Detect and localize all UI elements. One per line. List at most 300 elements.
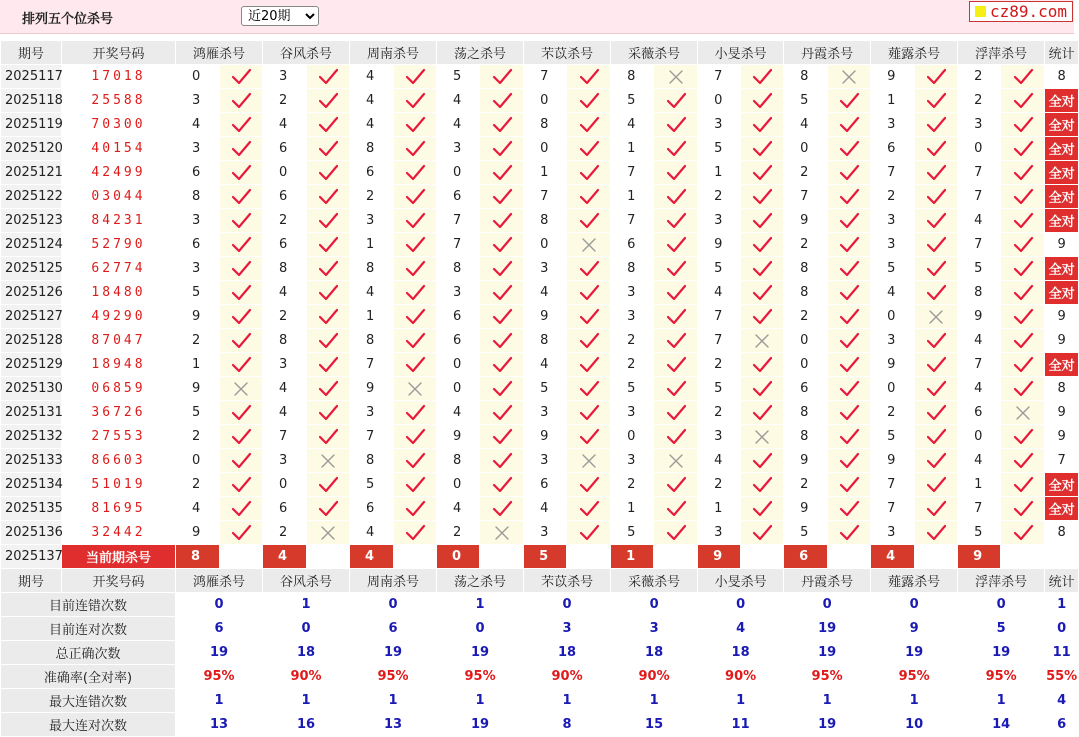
check-icon bbox=[751, 356, 773, 374]
check-icon bbox=[925, 188, 947, 206]
kill-number-cell: 5 bbox=[958, 257, 1001, 281]
table-row bbox=[1, 305, 1079, 329]
result-mark-cell bbox=[394, 281, 437, 305]
result-mark-cell bbox=[741, 257, 784, 281]
kill-number-cell: 4 bbox=[698, 449, 741, 473]
result-mark-cell bbox=[828, 281, 871, 305]
period-cell: 2025120 bbox=[1, 137, 62, 161]
summary-value: 95% bbox=[437, 665, 524, 689]
check-icon bbox=[665, 428, 687, 446]
table-row bbox=[1, 401, 1079, 425]
kill-number-cell: 4 bbox=[437, 497, 480, 521]
summary-value: 18 bbox=[611, 641, 698, 665]
current-blank-cell bbox=[1001, 545, 1045, 569]
kill-number-cell: 4 bbox=[698, 281, 741, 305]
result-mark-cell bbox=[915, 185, 958, 209]
kill-number-cell: 8 bbox=[958, 281, 1001, 305]
kill-number-cell: 5 bbox=[524, 377, 567, 401]
check-icon bbox=[317, 68, 339, 86]
check-icon bbox=[838, 92, 860, 110]
kill-number-cell: 3 bbox=[263, 449, 307, 473]
result-mark-cell bbox=[741, 329, 784, 353]
summary-value: 19 bbox=[784, 641, 871, 665]
check-icon bbox=[404, 92, 426, 110]
result-mark-cell bbox=[394, 161, 437, 185]
result-mark-cell bbox=[915, 401, 958, 425]
check-icon bbox=[317, 428, 339, 446]
check-icon bbox=[230, 260, 252, 278]
kill-number-cell: 8 bbox=[784, 281, 828, 305]
result-mark-cell bbox=[567, 137, 611, 161]
check-icon bbox=[665, 524, 687, 542]
stat-cell: 9 bbox=[1045, 233, 1079, 257]
summary-value: 19 bbox=[784, 617, 871, 641]
result-mark-cell bbox=[654, 113, 698, 137]
summary-value: 0 bbox=[263, 617, 350, 641]
winning-number-cell: 18948 bbox=[62, 353, 176, 377]
check-icon bbox=[751, 140, 773, 158]
kill-number-cell: 9 bbox=[784, 449, 828, 473]
kill-number-cell: 4 bbox=[176, 497, 220, 521]
summary-value: 95% bbox=[871, 665, 958, 689]
kill-number-cell: 0 bbox=[784, 353, 828, 377]
stat-cell: 全对 bbox=[1045, 185, 1079, 209]
kill-number-cell: 2 bbox=[350, 185, 394, 209]
check-icon bbox=[751, 116, 773, 134]
stat-cell: 全对 bbox=[1045, 113, 1079, 137]
summary-value: 90% bbox=[263, 665, 350, 689]
kill-number-cell: 3 bbox=[524, 257, 567, 281]
stat-header: 统计 bbox=[1045, 569, 1079, 593]
check-icon bbox=[1012, 284, 1034, 302]
result-mark-cell bbox=[480, 353, 524, 377]
check-icon bbox=[491, 356, 513, 374]
kill-number-cell: 5 bbox=[437, 65, 480, 89]
check-icon bbox=[404, 356, 426, 374]
stat-cell: 8 bbox=[1045, 521, 1079, 545]
check-icon bbox=[317, 236, 339, 254]
check-icon bbox=[578, 212, 600, 230]
kill-number-cell: 7 bbox=[698, 305, 741, 329]
kill-number-cell: 2 bbox=[784, 305, 828, 329]
period-header: 期号 bbox=[1, 41, 62, 65]
result-mark-cell bbox=[828, 137, 871, 161]
result-mark-cell bbox=[480, 89, 524, 113]
kill-number-cell: 4 bbox=[263, 377, 307, 401]
check-icon bbox=[751, 92, 773, 110]
result-mark-cell bbox=[394, 233, 437, 257]
result-mark-cell bbox=[307, 425, 350, 449]
result-mark-cell bbox=[654, 137, 698, 161]
summary-value: 4 bbox=[698, 617, 784, 641]
result-mark-cell bbox=[828, 113, 871, 137]
check-icon bbox=[838, 380, 860, 398]
kill-number-cell: 7 bbox=[350, 353, 394, 377]
current-kill-number: 9 bbox=[698, 545, 741, 569]
check-icon bbox=[230, 164, 252, 182]
table-row bbox=[1, 137, 1079, 161]
check-icon bbox=[317, 332, 339, 350]
check-icon bbox=[925, 500, 947, 518]
kill-number-cell: 5 bbox=[784, 521, 828, 545]
kill-number-cell: 1 bbox=[176, 353, 220, 377]
kill-number-cell: 7 bbox=[263, 425, 307, 449]
check-icon bbox=[751, 476, 773, 494]
kill-number-cell: 8 bbox=[784, 65, 828, 89]
check-icon bbox=[491, 476, 513, 494]
kill-number-cell: 3 bbox=[437, 137, 480, 161]
result-mark-cell bbox=[1001, 305, 1045, 329]
result-mark-cell bbox=[1001, 497, 1045, 521]
check-icon bbox=[751, 308, 773, 326]
check-icon bbox=[578, 500, 600, 518]
check-icon bbox=[317, 140, 339, 158]
kill-number-cell: 6 bbox=[263, 137, 307, 161]
stat-cell: 7 bbox=[1045, 449, 1079, 473]
period-cell: 2025126 bbox=[1, 281, 62, 305]
kill-number-cell: 0 bbox=[524, 137, 567, 161]
check-icon bbox=[838, 116, 860, 134]
check-icon bbox=[1012, 116, 1034, 134]
check-icon bbox=[578, 92, 600, 110]
summary-value: 1 bbox=[611, 689, 698, 713]
summary-value: 19 bbox=[176, 641, 263, 665]
result-mark-cell bbox=[828, 377, 871, 401]
check-icon bbox=[404, 284, 426, 302]
period-cell: 2025127 bbox=[1, 305, 62, 329]
kill-number-cell: 5 bbox=[958, 521, 1001, 545]
result-mark-cell bbox=[567, 473, 611, 497]
kill-number-cell: 5 bbox=[611, 377, 654, 401]
result-mark-cell bbox=[1001, 401, 1045, 425]
kill-number-cell: 3 bbox=[176, 137, 220, 161]
result-mark-cell bbox=[220, 329, 263, 353]
kill-number-cell: 0 bbox=[263, 473, 307, 497]
result-mark-cell bbox=[567, 377, 611, 401]
result-mark-cell bbox=[654, 473, 698, 497]
result-mark-cell bbox=[307, 257, 350, 281]
kill-number-cell: 6 bbox=[611, 233, 654, 257]
check-icon bbox=[404, 524, 426, 542]
summary-value: 6 bbox=[1045, 713, 1079, 737]
kill-number-cell: 8 bbox=[524, 329, 567, 353]
result-mark-cell bbox=[567, 521, 611, 545]
kill-number-cell: 4 bbox=[437, 89, 480, 113]
check-icon bbox=[751, 260, 773, 278]
result-mark-cell bbox=[654, 185, 698, 209]
kill-number-cell: 8 bbox=[524, 209, 567, 233]
kill-number-cell: 7 bbox=[784, 185, 828, 209]
summary-label: 最大连对次数 bbox=[1, 713, 176, 737]
winning-number-cell: 06859 bbox=[62, 377, 176, 401]
expert-header: 谷风杀号 bbox=[263, 41, 350, 65]
check-icon bbox=[404, 404, 426, 422]
result-mark-cell bbox=[828, 401, 871, 425]
check-icon bbox=[317, 164, 339, 182]
kill-number-cell: 6 bbox=[958, 401, 1001, 425]
cross-icon bbox=[838, 68, 860, 86]
check-icon bbox=[230, 524, 252, 542]
expert-header: 荡之杀号 bbox=[437, 41, 524, 65]
check-icon bbox=[665, 236, 687, 254]
kill-number-cell: 1 bbox=[958, 473, 1001, 497]
kill-number-cell: 3 bbox=[263, 353, 307, 377]
check-icon bbox=[404, 68, 426, 86]
kill-number-cell: 6 bbox=[263, 497, 307, 521]
check-icon bbox=[1012, 68, 1034, 86]
check-icon bbox=[925, 260, 947, 278]
expert-header: 丹霞杀号 bbox=[784, 569, 871, 593]
result-mark-cell bbox=[480, 257, 524, 281]
top-bar bbox=[0, 0, 1074, 34]
result-mark-cell bbox=[567, 497, 611, 521]
table-row bbox=[1, 257, 1079, 281]
current-kill-number: 4 bbox=[350, 545, 394, 569]
result-mark-cell bbox=[654, 353, 698, 377]
result-mark-cell bbox=[741, 281, 784, 305]
result-mark-cell bbox=[915, 329, 958, 353]
kill-number-cell: 0 bbox=[611, 425, 654, 449]
check-icon bbox=[491, 164, 513, 182]
result-mark-cell bbox=[741, 401, 784, 425]
period-cell: 2025135 bbox=[1, 497, 62, 521]
result-mark-cell bbox=[654, 209, 698, 233]
kill-number-cell: 1 bbox=[350, 233, 394, 257]
result-mark-cell bbox=[915, 497, 958, 521]
period-cell: 2025136 bbox=[1, 521, 62, 545]
check-icon bbox=[578, 284, 600, 302]
result-mark-cell bbox=[220, 425, 263, 449]
result-mark-cell bbox=[394, 449, 437, 473]
kill-number-cell: 3 bbox=[611, 305, 654, 329]
check-icon bbox=[1012, 92, 1034, 110]
table-row bbox=[1, 161, 1079, 185]
result-mark-cell bbox=[828, 449, 871, 473]
result-mark-cell bbox=[394, 425, 437, 449]
result-mark-cell bbox=[480, 449, 524, 473]
kill-number-cell: 1 bbox=[698, 161, 741, 185]
result-mark-cell bbox=[1001, 281, 1045, 305]
kill-number-cell: 4 bbox=[958, 449, 1001, 473]
result-mark-cell bbox=[1001, 521, 1045, 545]
result-mark-cell bbox=[307, 521, 350, 545]
result-mark-cell bbox=[307, 185, 350, 209]
check-icon bbox=[838, 476, 860, 494]
result-mark-cell bbox=[567, 425, 611, 449]
result-mark-cell bbox=[567, 209, 611, 233]
summary-value: 13 bbox=[176, 713, 263, 737]
current-blank-cell bbox=[220, 545, 263, 569]
table-row bbox=[1, 377, 1079, 401]
period-cell: 2025133 bbox=[1, 449, 62, 473]
result-mark-cell bbox=[915, 353, 958, 377]
summary-value: 19 bbox=[871, 641, 958, 665]
expert-header: 丹霞杀号 bbox=[784, 41, 871, 65]
winning-number-cell: 87047 bbox=[62, 329, 176, 353]
kill-number-cell: 4 bbox=[176, 113, 220, 137]
check-icon bbox=[838, 404, 860, 422]
result-mark-cell bbox=[741, 113, 784, 137]
result-mark-cell bbox=[1001, 65, 1045, 89]
expert-header: 芣苡杀号 bbox=[524, 569, 611, 593]
kill-number-cell: 3 bbox=[611, 449, 654, 473]
kill-number-cell: 8 bbox=[784, 401, 828, 425]
table-row bbox=[1, 185, 1079, 209]
kill-number-cell: 3 bbox=[524, 449, 567, 473]
result-mark-cell bbox=[394, 377, 437, 401]
check-icon bbox=[838, 212, 860, 230]
kill-number-cell: 2 bbox=[437, 521, 480, 545]
kill-number-cell: 5 bbox=[698, 257, 741, 281]
check-icon bbox=[404, 308, 426, 326]
kill-number-cell: 2 bbox=[871, 185, 915, 209]
kill-number-cell: 6 bbox=[176, 233, 220, 257]
kill-number-cell: 3 bbox=[524, 401, 567, 425]
result-mark-cell bbox=[220, 353, 263, 377]
result-mark-cell bbox=[307, 209, 350, 233]
check-icon bbox=[1012, 500, 1034, 518]
winning-number-header: 开奖号码 bbox=[62, 569, 176, 593]
check-icon bbox=[1012, 428, 1034, 446]
result-mark-cell bbox=[480, 161, 524, 185]
kill-number-cell: 3 bbox=[350, 209, 394, 233]
check-icon bbox=[230, 116, 252, 134]
check-icon bbox=[491, 284, 513, 302]
kill-number-cell: 3 bbox=[871, 113, 915, 137]
expert-header: 采薇杀号 bbox=[611, 569, 698, 593]
current-stat-blank bbox=[1045, 545, 1079, 569]
period-cell: 2025122 bbox=[1, 185, 62, 209]
cross-icon bbox=[665, 452, 687, 470]
check-icon bbox=[491, 332, 513, 350]
kill-number-cell: 9 bbox=[698, 233, 741, 257]
table-row bbox=[1, 281, 1079, 305]
check-icon bbox=[1012, 380, 1034, 398]
summary-value: 0 bbox=[524, 593, 611, 617]
period-range-select[interactable] bbox=[241, 6, 319, 26]
stat-cell: 全对 bbox=[1045, 161, 1079, 185]
kill-number-cell: 2 bbox=[176, 425, 220, 449]
kill-number-cell: 7 bbox=[871, 497, 915, 521]
result-mark-cell bbox=[220, 161, 263, 185]
result-mark-cell bbox=[1001, 161, 1045, 185]
check-icon bbox=[925, 92, 947, 110]
kill-number-cell: 4 bbox=[524, 281, 567, 305]
result-mark-cell bbox=[828, 305, 871, 329]
kill-number-cell: 0 bbox=[871, 377, 915, 401]
winning-number-cell: 40154 bbox=[62, 137, 176, 161]
summary-row bbox=[1, 665, 1079, 689]
check-icon bbox=[404, 476, 426, 494]
check-icon bbox=[317, 476, 339, 494]
result-mark-cell bbox=[307, 89, 350, 113]
kill-number-cell: 6 bbox=[350, 161, 394, 185]
kill-number-cell: 8 bbox=[784, 425, 828, 449]
kill-number-cell: 4 bbox=[958, 377, 1001, 401]
check-icon bbox=[1012, 332, 1034, 350]
result-mark-cell bbox=[567, 449, 611, 473]
winning-number-cell: 84231 bbox=[62, 209, 176, 233]
check-icon bbox=[925, 428, 947, 446]
kill-number-cell: 9 bbox=[524, 425, 567, 449]
check-icon bbox=[925, 332, 947, 350]
result-mark-cell bbox=[828, 521, 871, 545]
result-mark-cell bbox=[1001, 185, 1045, 209]
check-icon bbox=[1012, 236, 1034, 254]
result-mark-cell bbox=[307, 65, 350, 89]
kill-number-cell: 1 bbox=[871, 89, 915, 113]
kill-number-cell: 9 bbox=[350, 377, 394, 401]
current-blank-cell bbox=[654, 545, 698, 569]
result-mark-cell bbox=[1001, 137, 1045, 161]
check-icon bbox=[1012, 476, 1034, 494]
summary-value: 18 bbox=[698, 641, 784, 665]
check-icon bbox=[665, 92, 687, 110]
result-mark-cell bbox=[915, 473, 958, 497]
kill-number-cell: 9 bbox=[176, 305, 220, 329]
site-logo[interactable]: cz89.com bbox=[969, 1, 1073, 22]
summary-row bbox=[1, 617, 1079, 641]
summary-value: 6 bbox=[350, 617, 437, 641]
period-cell: 2025130 bbox=[1, 377, 62, 401]
kill-number-cell: 2 bbox=[611, 353, 654, 377]
kill-number-cell: 5 bbox=[176, 401, 220, 425]
check-icon bbox=[665, 260, 687, 278]
check-icon bbox=[317, 92, 339, 110]
current-blank-cell bbox=[307, 545, 350, 569]
period-cell: 2025128 bbox=[1, 329, 62, 353]
expert-header: 小旻杀号 bbox=[698, 41, 784, 65]
kill-number-cell: 2 bbox=[958, 89, 1001, 113]
result-mark-cell bbox=[741, 89, 784, 113]
check-icon bbox=[230, 428, 252, 446]
kill-number-cell: 8 bbox=[350, 449, 394, 473]
kill-number-cell: 4 bbox=[263, 401, 307, 425]
summary-value: 1 bbox=[263, 593, 350, 617]
check-icon bbox=[751, 212, 773, 230]
result-mark-cell bbox=[394, 353, 437, 377]
summary-label: 最大连错次数 bbox=[1, 689, 176, 713]
kill-number-cell: 2 bbox=[698, 185, 741, 209]
kill-number-cell: 0 bbox=[958, 425, 1001, 449]
kill-number-table bbox=[0, 40, 1079, 737]
check-icon bbox=[665, 332, 687, 350]
winning-number-cell: 62774 bbox=[62, 257, 176, 281]
result-mark-cell bbox=[567, 161, 611, 185]
result-mark-cell bbox=[307, 161, 350, 185]
result-mark-cell bbox=[915, 233, 958, 257]
kill-number-cell: 4 bbox=[524, 353, 567, 377]
result-mark-cell bbox=[220, 185, 263, 209]
check-icon bbox=[317, 188, 339, 206]
summary-value: 1 bbox=[437, 593, 524, 617]
check-icon bbox=[665, 380, 687, 398]
result-mark-cell bbox=[307, 305, 350, 329]
check-icon bbox=[578, 476, 600, 494]
kill-number-cell: 1 bbox=[698, 497, 741, 521]
kill-number-cell: 4 bbox=[263, 281, 307, 305]
check-icon bbox=[751, 380, 773, 398]
summary-value: 16 bbox=[263, 713, 350, 737]
period-cell: 2025121 bbox=[1, 161, 62, 185]
result-mark-cell bbox=[220, 401, 263, 425]
result-mark-cell bbox=[307, 113, 350, 137]
summary-value: 14 bbox=[958, 713, 1045, 737]
kill-number-cell: 3 bbox=[176, 89, 220, 113]
stat-cell: 全对 bbox=[1045, 497, 1079, 521]
result-mark-cell bbox=[654, 65, 698, 89]
kill-number-cell: 6 bbox=[524, 473, 567, 497]
